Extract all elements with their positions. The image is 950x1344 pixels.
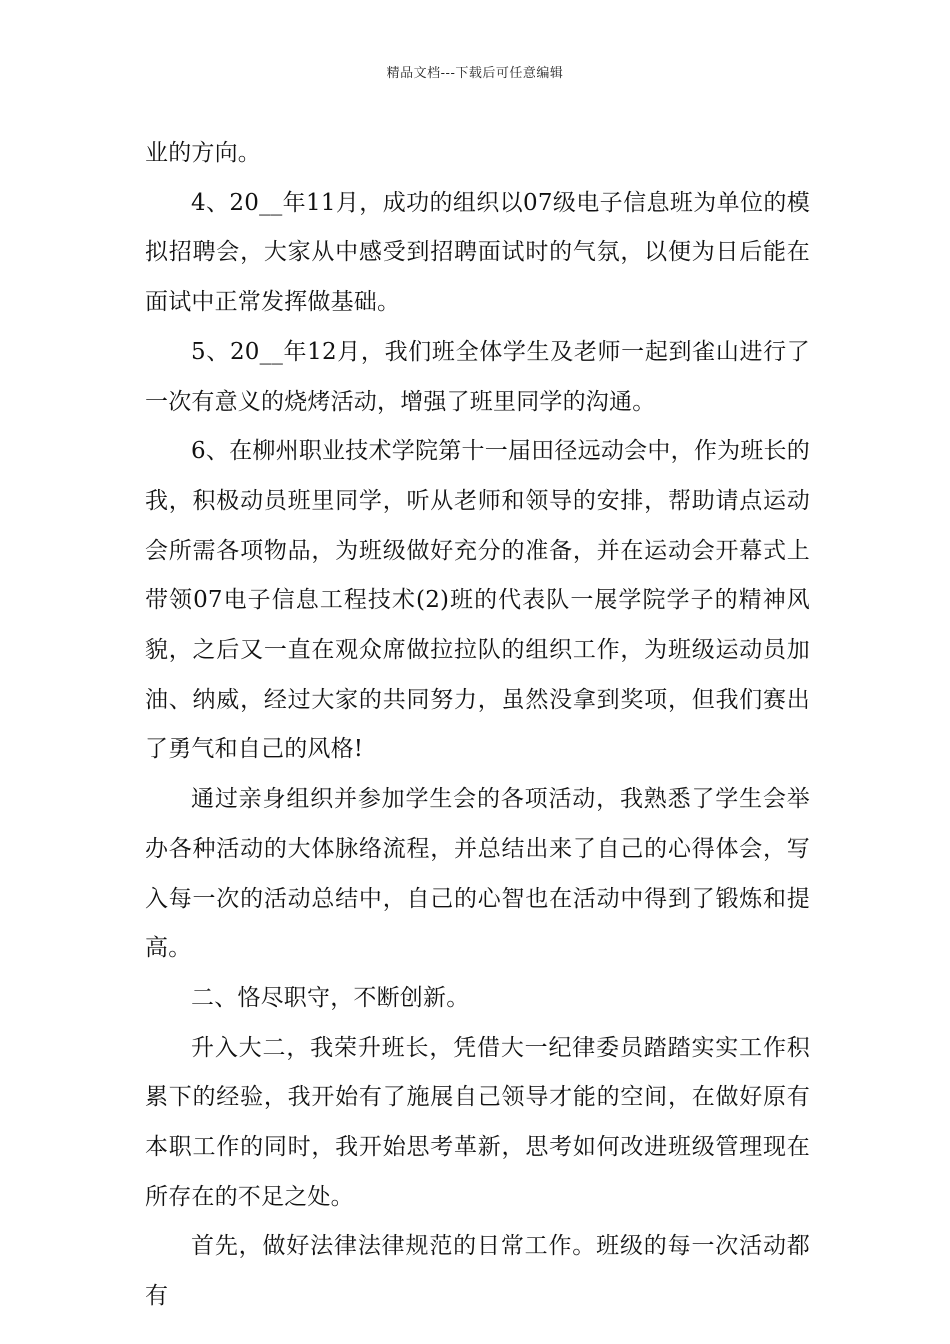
paragraph: 5、20__年12月，我们班全体学生及老师一起到雀山进行了一次有意义的烧烤活动，增强了班里同学的沟通。 xyxy=(145,338,810,415)
section-heading: 二、恪尽职守，不断创新。 xyxy=(191,984,470,1011)
document-body xyxy=(145,129,810,1322)
paragraph: 4、20__年11月，成功的组织以07级电子信息班为单位的模拟招聘会，大家从中感受到招聘面试时的气氛，以便为日后能在面试中正常发挥做基础。 xyxy=(145,189,810,316)
paragraph: 升入大二，我荣升班长，凭借大一纪律委员踏踏实实工作积累下的经验，我开始有了施展自己领导才能的空间，在做好原有本职工作的同时，我开始思考革新，思考如何改进班级管理现在所存在的不足之处。 xyxy=(145,1034,810,1210)
paragraph: 通过亲身组织并参加学生会的各项活动，我熟悉了学生会举办各种活动的大体脉络流程，并总结出来了自己的心得体会，写入每一次的活动总结中，自己的心智也在活动中得到了锻炼和提高。 xyxy=(145,786,810,962)
paragraph: 业的方向。 xyxy=(145,140,261,166)
paragraph: 首先，做好法律法律规范的日常工作。班级的每一次活动都有 xyxy=(145,1233,810,1310)
page-header: 精品文档---下载后可任意编辑 xyxy=(386,66,564,81)
paragraph: 6、在柳州职业技术学院第十一届田径远动会中，作为班长的我，积极动员班里同学，听从老师和领导的安排，帮助请点运动会所需各项物品，为班级做好充分的准备，并在运动会开幕式上带领07电子信息工程技术(2)班的代表队一展学院学子的精神风貌，之后又一直在观众席做拉拉队的组织工作，为班级运动员加油、纳威，经过大家的共同努力，虽然没拿到奖项，但我们赛出了勇气和自己的风格! xyxy=(145,438,810,763)
